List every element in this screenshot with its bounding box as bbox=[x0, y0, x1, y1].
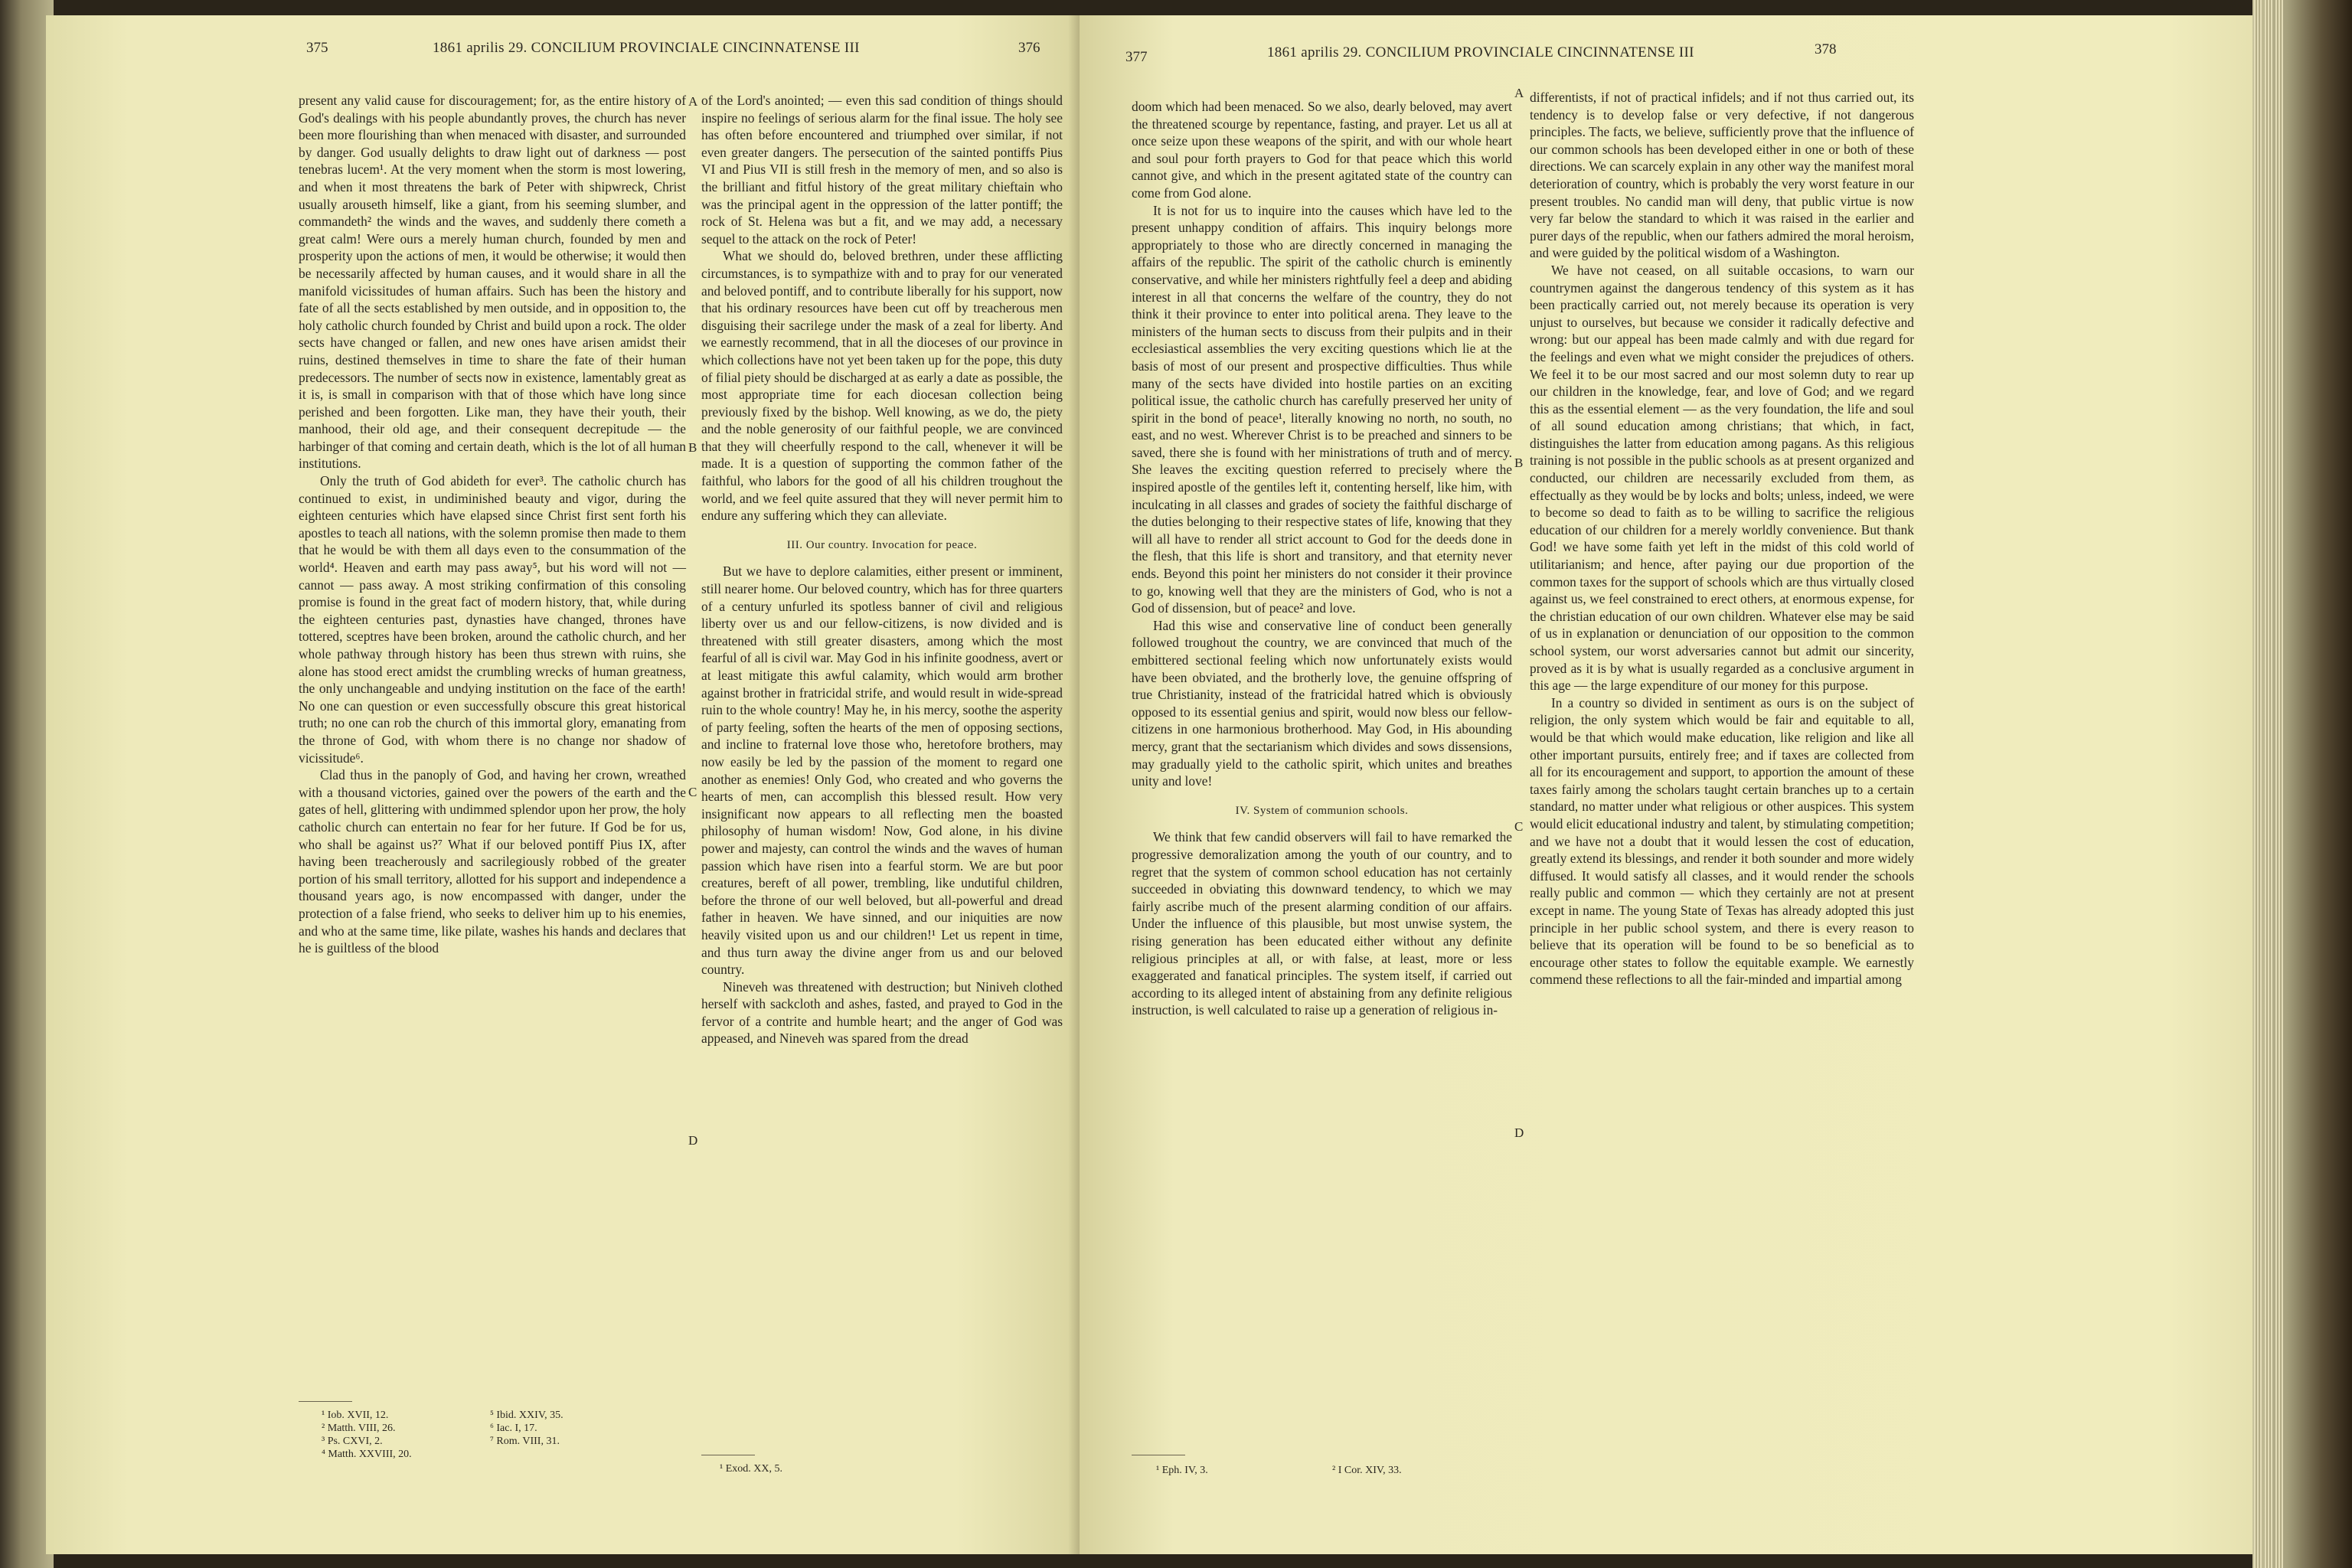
page-edges bbox=[2265, 0, 2272, 1568]
footnote: ⁵ Ibid. XXIV, 35. bbox=[490, 1410, 564, 1421]
page-edges bbox=[2254, 0, 2262, 1568]
footnote: ⁴ Matth. XXVIII, 20. bbox=[322, 1449, 412, 1460]
page-number-377: 377 bbox=[1125, 49, 1148, 65]
footnote: ¹ Iob. XVII, 12. bbox=[322, 1410, 389, 1421]
footnote: ² I Cor. XIV, 33. bbox=[1332, 1465, 1402, 1476]
footnotes-page-377-b bbox=[1332, 1464, 1402, 1477]
paragraph: Clad thus in the panoply of God, and having her crown, wreathed with a thousand victories, gained over the powers of the earth and the gates of hell, glittering with undimmed splendor upon her prow, the holy catholic church can entertain no fear for her future. If God be for us, who shall be against us?⁷ What if our beloved pontiff Pius IX, after having been treacherously and sacrilegiously robbed of the greater portion of his small territory, allotted for his support and independence a thousand years ago, is now encompassed with danger, under the protection of a false friend, who seeks to deliver him up to his enemies, and who at the same time, like pilate, washes his hands and declares that he is guiltless of the blood bbox=[299, 767, 686, 956]
section-heading: IV. System of communion schools. bbox=[1235, 804, 1409, 817]
footnote: ⁶ Iac. I, 17. bbox=[490, 1423, 537, 1434]
margin-letter-b: B bbox=[688, 440, 697, 455]
paragraph: We have not ceased, on all suitable occasions, to warn our countrymen against the dangerous tendency of this system as it has been practically carried out, not merely because its operation is very unjust to ourselves, but because we consider it radically defective and wrong: but our appeal has been made calmly and with due regard for the feelings and even what we might consider the prejudices of others. We feel it to be our most sacred and our most solemn duty to rear up our children in the knowledge, fear, and love of God; and we regard this as the essential element — as the very foundation, the life and soul of all sound education among christians; that which, in fact, distinguishes the latter from education among pagans. As this religious training is not possible in the public schools as at present organized and conducted, our children are necessarily excluded from them, as effectually as they would be by locks and bolts; unless, indeed, we were to become so dead to faith as to be willing to sacrifice the religious education of our children for a merely worldly convenience. But thank God! we have some faith yet left in the midst of this cold world of utilitarianism; and hence, after paying our due proportion of the common taxes for the support of schools which are thus virtually closed against us, we feel constrained to erect others, at enormous expense, for the christian education of our own children. Whatever else may be said of us in explanation or denunciation of our opposition to the common school system, our worst adversaries cannot but admit our sincerity, proved as it is by what is usually regarded as a conclusive argument in this age — the large expenditure of our money for this purpose. bbox=[1530, 262, 1914, 694]
paragraph: In a country so divided in sentiment as ours is on the subject of religion, the only system which would be fair and equitable to all, would be that which would make education, like religion and like all other important pursuits, entirely free; and if taxes are collected from all for its encouragement and support, to apportion the amount of these taxes fairly among the scholars taught certain branches up to a certain standard, no matter under what religious or other auspices. This system would elicit educational industry and talent, by stimulating competition; and we have not a doubt that it would lessen the cost of education, greatly extend its blessings, and render it both sounder and more widely diffused. It would satisfy all classes, and it would render the schools really public and common — which they certainly are not at present except in name. The young State of Texas has already adopted this just principle in her public school system, and there is every reason to believe that its operation will be found to be so beneficial as to encourage other states to follow the equitable example. We earnestly commend these reflections to all the fair-minded and impartial among bbox=[1530, 694, 1914, 988]
footnotes-page-375 bbox=[322, 1409, 643, 1461]
page-edges bbox=[2275, 0, 2283, 1568]
margin-letter-a: A bbox=[1514, 86, 1524, 100]
left-page bbox=[46, 15, 1080, 1554]
footnote: ¹ Exod. XX, 5. bbox=[720, 1463, 782, 1475]
left-running-head: 1861 aprilis 29. CONCILIUM PROVINCIALE CINCINNATENSE III bbox=[433, 40, 860, 56]
footnote: ³ Ps. CXVI, 2. bbox=[322, 1436, 383, 1447]
page-number-378: 378 bbox=[1815, 41, 1837, 57]
footnote: ² Matth. VIII, 26. bbox=[322, 1423, 396, 1434]
page-number-375: 375 bbox=[306, 40, 328, 56]
page-number-376: 376 bbox=[1018, 40, 1040, 56]
column-4 bbox=[1530, 89, 1914, 988]
footnote: ⁷ Rom. VIII, 31. bbox=[490, 1436, 560, 1447]
paragraph: of the Lord's anointed; — even this sad condition of things should inspire no feelings of serious alarm for the final issue. The holy see has often before encountered and triumphed over similar, if not even greater dangers. The persecution of the sainted pontiffs Pius VI and Pius VII is still fresh in the memory of men, and so also is the brilliant and fitful history of the great military chieftain who was the principal agent in the oppression of the latter pontiff; the rock of St. Helena was but a fit, and we may add, a necessary sequel to the attack on the rock of Peter! bbox=[701, 93, 1063, 247]
footnote: ¹ Eph. IV, 3. bbox=[1156, 1465, 1208, 1476]
margin-letter-b: B bbox=[1514, 456, 1524, 470]
book-edge-right bbox=[2252, 0, 2352, 1568]
margin-letter-c: C bbox=[688, 785, 697, 799]
paragraph: Nineveh was threatened with destruction; but Niniveh clothed herself with sackcloth and ashes, fasted, and prayed to God in the fervor of a contrite and humble heart; and the anger of God was appeased, and Nineveh was spared from the dread bbox=[701, 978, 1063, 1047]
paragraph: But we have to deplore calamities, either present or imminent, still nearer home. Our beloved country, which has for three quarters of a century unfurled its spotless banner of civil and religious liberty over us and our fellow-citizens, is now divided and is threatened with still greater disasters, among which the most fearful of all is civil war. May God in his infinite goodness, avert or at least mitigate this awful calamity, which would arm brother against brother in fratricidal strife, and would result in wide-spread ruin to the whole country! May he, in his mercy, soothe the asperity of party feeling, soften the hearts of the men of opposing sections, and incline to fraternal love those who, heretofore brothers, may now easily be led by the passion of the moment to regard one another as enemies! Only God, who created and who governs the hearts of men, can accomplish this blessed result. How very insignificant now appears to all reflecting men the boasted philosophy of human wisdom! Now, God alone, in his divine power and majesty, can control the winds and the waves of human passion which have risen into a fearful storm. We are but poor creatures, bereft of all power, trembling, like undutiful children, before the throne of our well beloved, but all-powerful and dread father in heaven. We have sinned, and our iniquities are now heavily visited upon us and our children!¹ Let us repent in time, and thus turn away the divine anger from us and our beloved country. bbox=[701, 564, 1063, 978]
footnotes-page-376 bbox=[720, 1462, 782, 1475]
column-2 bbox=[701, 92, 1063, 1047]
paragraph: Had this wise and conservative line of conduct been generally followed troughout the country, we are convinced that much of the embittered sectional feeling which now unfortunately exists would have been obviated, and the brotherly love, the genuine offspring of true Christianity, instead of the fratricidal hatred which is obviously opposed to its essential genius and spirit, would now bless our fellow-citizens in one harmonious brotherhood. May God, in His abounding mercy, grant that the sectarianism which divides and sows dissensions, may gradually yield to the catholic spirit, which unites and breathes unity and love! bbox=[1132, 617, 1512, 789]
footnote-rule bbox=[299, 1401, 352, 1402]
section-heading: III. Our country. Invocation for peace. bbox=[786, 538, 978, 551]
column-1 bbox=[299, 92, 686, 957]
margin-letter-d: D bbox=[1514, 1125, 1524, 1140]
margin-letter-a: A bbox=[688, 94, 698, 109]
footnotes-page-377 bbox=[1156, 1464, 1208, 1477]
paragraph: doom which had been menaced. So we also, dearly beloved, may avert the threatened scourge by repentance, fasting, and prayer. Let us all at once seize upon these weapons of the spirit, and with our whole heart and soul pour forth prayers to God for that peace which this world cannot give, and which in the present agitated state of the country can come from God alone. bbox=[1132, 99, 1512, 201]
paragraph: We think that few candid observers will fail to have remarked the progressive demoralization among the youth of our country, and to regret that the system of common school education has not certainly succeeded in obviating this downward tendency, to which we may fairly ascribe much of the present alarming condition of our affairs. Under the influence of this plausible, but most unwise system, the rising generation has been educated either without any definite religious principles at all, or with false, at least, more or less exaggerated and fanatical principles. The system itself, if carried out according to its alleged intent of abstaining from any definite religious instruction, is well calculated to raise up a generation of religious in- bbox=[1132, 829, 1512, 1018]
paragraph: present any valid cause for discouragement; for, as the entire history of God's dealings with his people abundantly proves, the church has never been more flourishing than when menaced with disaster, and surrounded by danger. God usually delights to draw light out of darkness — post tenebras lucem¹. At the very moment when the storm is most lowering, and when it most threatens the bark of Peter with shipwreck, Christ usually arouseth himself, like a giant, from his seeming slumber, and commandeth² the winds and the waves, and suddenly there cometh a great calm! Were ours a merely human church, founded by men and prosperity upon the actions of men, it would be otherwise; it would then be necessarily affected by human causes, and it would share in all the manifold vicissitudes of human affairs. Such has been the history and fate of all the sects established by men outside, and in opposition to, the holy catholic church founded by Christ and build upon a rock. The older sects have changed or fallen, and new ones have arisen amidst their ruins, destined themselves in time to share the fate of their human predecessors. The number of sects now in existence, lamentably great as it is, is small in comparison with that of those which have long since perished and been forgotten. Like man, they have their youth, their manhood, their old age, and their consequent decrepitude — the harbinger of that coming and certain death, which is the lot of all human institutions. bbox=[299, 93, 686, 472]
paragraph: Only the truth of God abideth for ever³. The catholic church has continued to exist, in undiminished beauty and vigor, during the eighteen centuries which have elapsed since Christ first sent forth his apostles to teach all nations, with the solemn promise then made to them that he would be with them all days even to the consummation of the world⁴. Heaven and earth may pass away⁵, but his word will not — cannot — pass away. A most striking confirmation of this consoling promise is found in the great fact of modern history, that, while during the eighteen centuries past, dynasties have changed, thrones have tottered, sceptres have been broken, around the catholic church, and her whole pathway through history has been thus strewn with ruins, she alone has stood erect amidst the crumbling wrecks of human greatness, the only unchangeable and undying institution on the face of the earth! No one can question or even successfully obscure this great historical truth; no one can rob the church of this immortal glory, emanating from the throne of God, with whom there is no change nor shadow of vicissitude⁶. bbox=[299, 473, 686, 766]
margin-letter-d: D bbox=[688, 1133, 698, 1148]
right-page bbox=[1080, 15, 2262, 1554]
column-3 bbox=[1132, 98, 1512, 1019]
margin-letter-c: C bbox=[1514, 819, 1524, 834]
paragraph: It is not for us to inquire into the causes which have led to the present unhappy condition of affairs. This inquiry belongs more appropriately to those who are directly concerned in managing the affairs of the republic. The spirit of the catholic church is eminently conservative, and while her ministers rightfully feel a deep and abiding interest in all that concerns the welfare of the country, they do not think it their province to enter into political arena. They leave to the ministers of the human sects to discuss from their pulpits and in their ecclesiastical assemblies the very exciting questions which lie at the basis of most of our present and prospective difficulties. Thus while many of the sects have divided into hostile parties on an exciting political issue, the catholic church has carefully preserved her unity of spirit in the bond of peace¹, literally knowing no north, no south, no east, and no west. Wherever Christ is to be preached and sinners to be saved, there she is found with her ministrations of truth and of mercy. She leaves the exciting question referred to precisely where the inspired apostle of the gentiles left it, contenting herself, like him, with inculcating in all classes and grades of society the faithful discharge of the duties belonging to their respective states of life, knowing that they will all have to render all strict account to God for the deeds done in the flesh, that this life is short and transitory, and that eternity never ends. Beyond this point her ministers do not consider it their province to go, knowing well that they are the ministers of God, who is not a God of dissension, but of peace² and love. bbox=[1132, 202, 1512, 616]
paragraph: What we should do, beloved brethren, under these afflicting circumstances, is to sympathize with and to pray for our venerated and beloved pontiff, and to contribute liberally for his support, now that his ordinary resources have been cut off by treacherous men disguising their sacrilege under the mask of a zeal for liberty. And we earnestly recommend, that in all the dioceses of our province in which collections have not yet been taken up for the pope, this duty of filial piety should be discharged at as early a date as possible, the most appropriate time for each diocesan collection being previously fixed by the bishop. Well knowing, as we do, the piety and the noble generosity of our faithful people, we are convinced that they will cheerfully respond to the call, whenever it will be made. It is a question of supporting the common father of the faithful, who labors for the good of all his children troughout the world, and we feel quite assured that they will never permit him to endure any suffering which they can alleviate. bbox=[701, 248, 1063, 524]
right-running-head: 1861 aprilis 29. CONCILIUM PROVINCIALE CINCINNATENSE III bbox=[1267, 44, 1694, 60]
paragraph: differentists, if not of practical infidels; and if not thus carried out, its tendency is to develop false or very defective, if not dangerous principles. The facts, we believe, sufficiently prove that the influence of our common schools has been developed either in one or both of these directions. We can scarcely explain in any other way the manifest moral deterioration of country, which is probably the very worst feature in our present troubles. No candid man will deny, that public virtue is now very far below the standard to which it was raised in the earlier and purer days of the republic, when our fathers admired the moral heroism, and were guided by the political wisdom of a Washington. bbox=[1530, 90, 1914, 261]
